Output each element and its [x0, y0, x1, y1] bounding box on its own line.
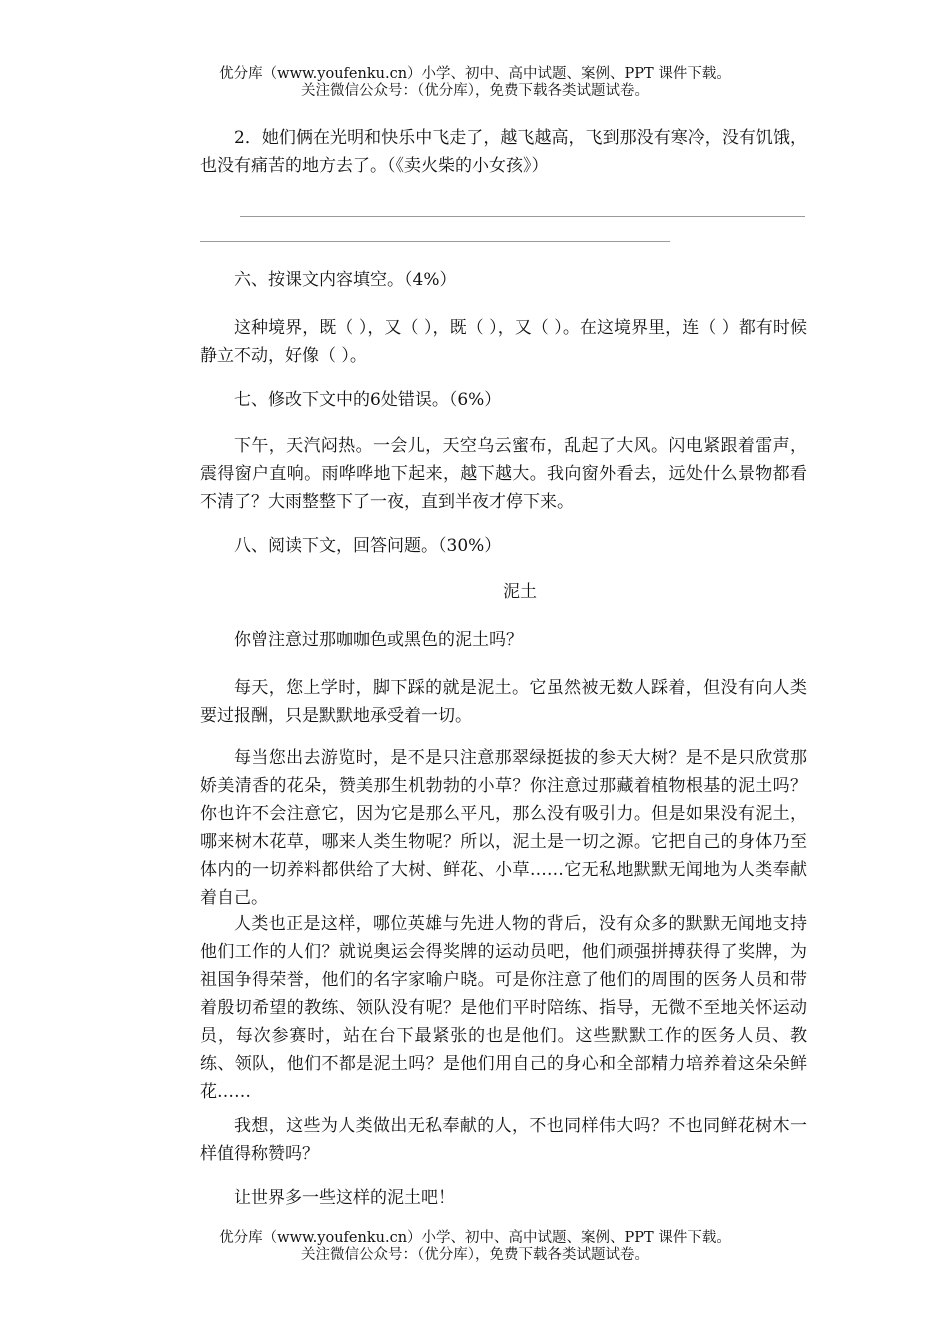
article-paragraph: 让世界多一些这样的泥土吧！: [234, 1188, 455, 1208]
article-title: 泥土: [503, 582, 537, 602]
footer-line-1: 优分库（www.youfenku.cn）小学、初中、高中试题、案例、PPT 课件下载。: [219, 1230, 731, 1246]
page-footer: [0, 1230, 950, 1264]
page-header: [0, 66, 950, 100]
article-paragraph: 每天，您上学时，脚下踩的就是泥土。它虽然被无数人踩着，但没有向人类要过报酬，只是默默地承受着一切。: [200, 678, 807, 726]
section-7-heading: 七、修改下文中的6处错误。（6%）: [234, 390, 502, 410]
answer-line-2: [200, 241, 670, 242]
section-7-text: 下午，天汽闷热。一会儿，天空乌云蜜布，乱起了大风。闪电紧跟着雷声，震得窗户直响。雨哗哗地下起来，越下越大。我向窗外看去，远处什么景物都看不清了？大雨整整下了一夜，直到半夜才停下来。: [200, 436, 807, 512]
footer-line-2: 关注微信公众号：（优分库），免费下载各类试题试卷。: [301, 1247, 649, 1263]
article-paragraph: 人类也正是这样，哪位英雄与先进人物的背后，没有众多的默默无闻地支持他们工作的人们？就说奥运会得奖牌的运动员吧，他们顽强拼搏获得了奖牌，为祖国争得荣誉，他们的名字家喻户晓。可是你注意了他们的周围的医务人员和带着殷切希望的教练、领队没有呢？是他们平时陪练、指导，无微不至地关怀运动员，每次参赛时，站在台下最紧张的也是他们。这些默默工作的医务人员、教练、领队，他们不都是泥土吗？是他们用自己的身心和全部精力培养着这朵朵鲜花……: [200, 914, 807, 1102]
quote-2: 2．她们俩在光明和快乐中飞走了，越飞越高，飞到那没有寒冷，没有饥饿，也没有痛苦的地方去了。（《卖火柴的小女孩》）: [200, 128, 807, 176]
header-line-2: 关注微信公众号：（优分库），免费下载各类试题试卷。: [301, 83, 649, 99]
section-6-text: 这种境界，既（ ），又（ ），既（ ），又（ ）。在这境界里，连（ ）都有时候静立不动，好像（ ）。: [200, 318, 807, 366]
answer-line-1: [240, 216, 805, 217]
section-6-heading: 六、按课文内容填空。（4%）: [234, 270, 457, 290]
article-paragraph: 每当您出去游览时，是不是只注意那翠绿挺拔的参天大树？是不是只欣赏那娇美清香的花朵，赞美那生机勃勃的小草？你注意过那藏着植物根基的泥土吗？你也许不会注意它，因为它是那么平凡，那么没有吸引力。但是如果没有泥土，哪来树木花草，哪来人类生物呢？所以，泥土是一切之源。它把自己的身体乃至体内的一切养料都供给了大树、鲜花、小草……它无私地默默无闻地为人类奉献着自己。: [200, 748, 807, 908]
header-line-1: 优分库（www.youfenku.cn）小学、初中、高中试题、案例、PPT 课件下载。: [219, 66, 731, 82]
article-paragraph: 你曾注意过那咖咖色或黑色的泥土吗？: [234, 630, 523, 650]
article-paragraph: 我想，这些为人类做出无私奉献的人，不也同样伟大吗？不也同鲜花树木一样值得称赞吗？: [200, 1116, 807, 1164]
section-8-heading: 八、阅读下文，回答问题。（30%）: [234, 536, 502, 556]
